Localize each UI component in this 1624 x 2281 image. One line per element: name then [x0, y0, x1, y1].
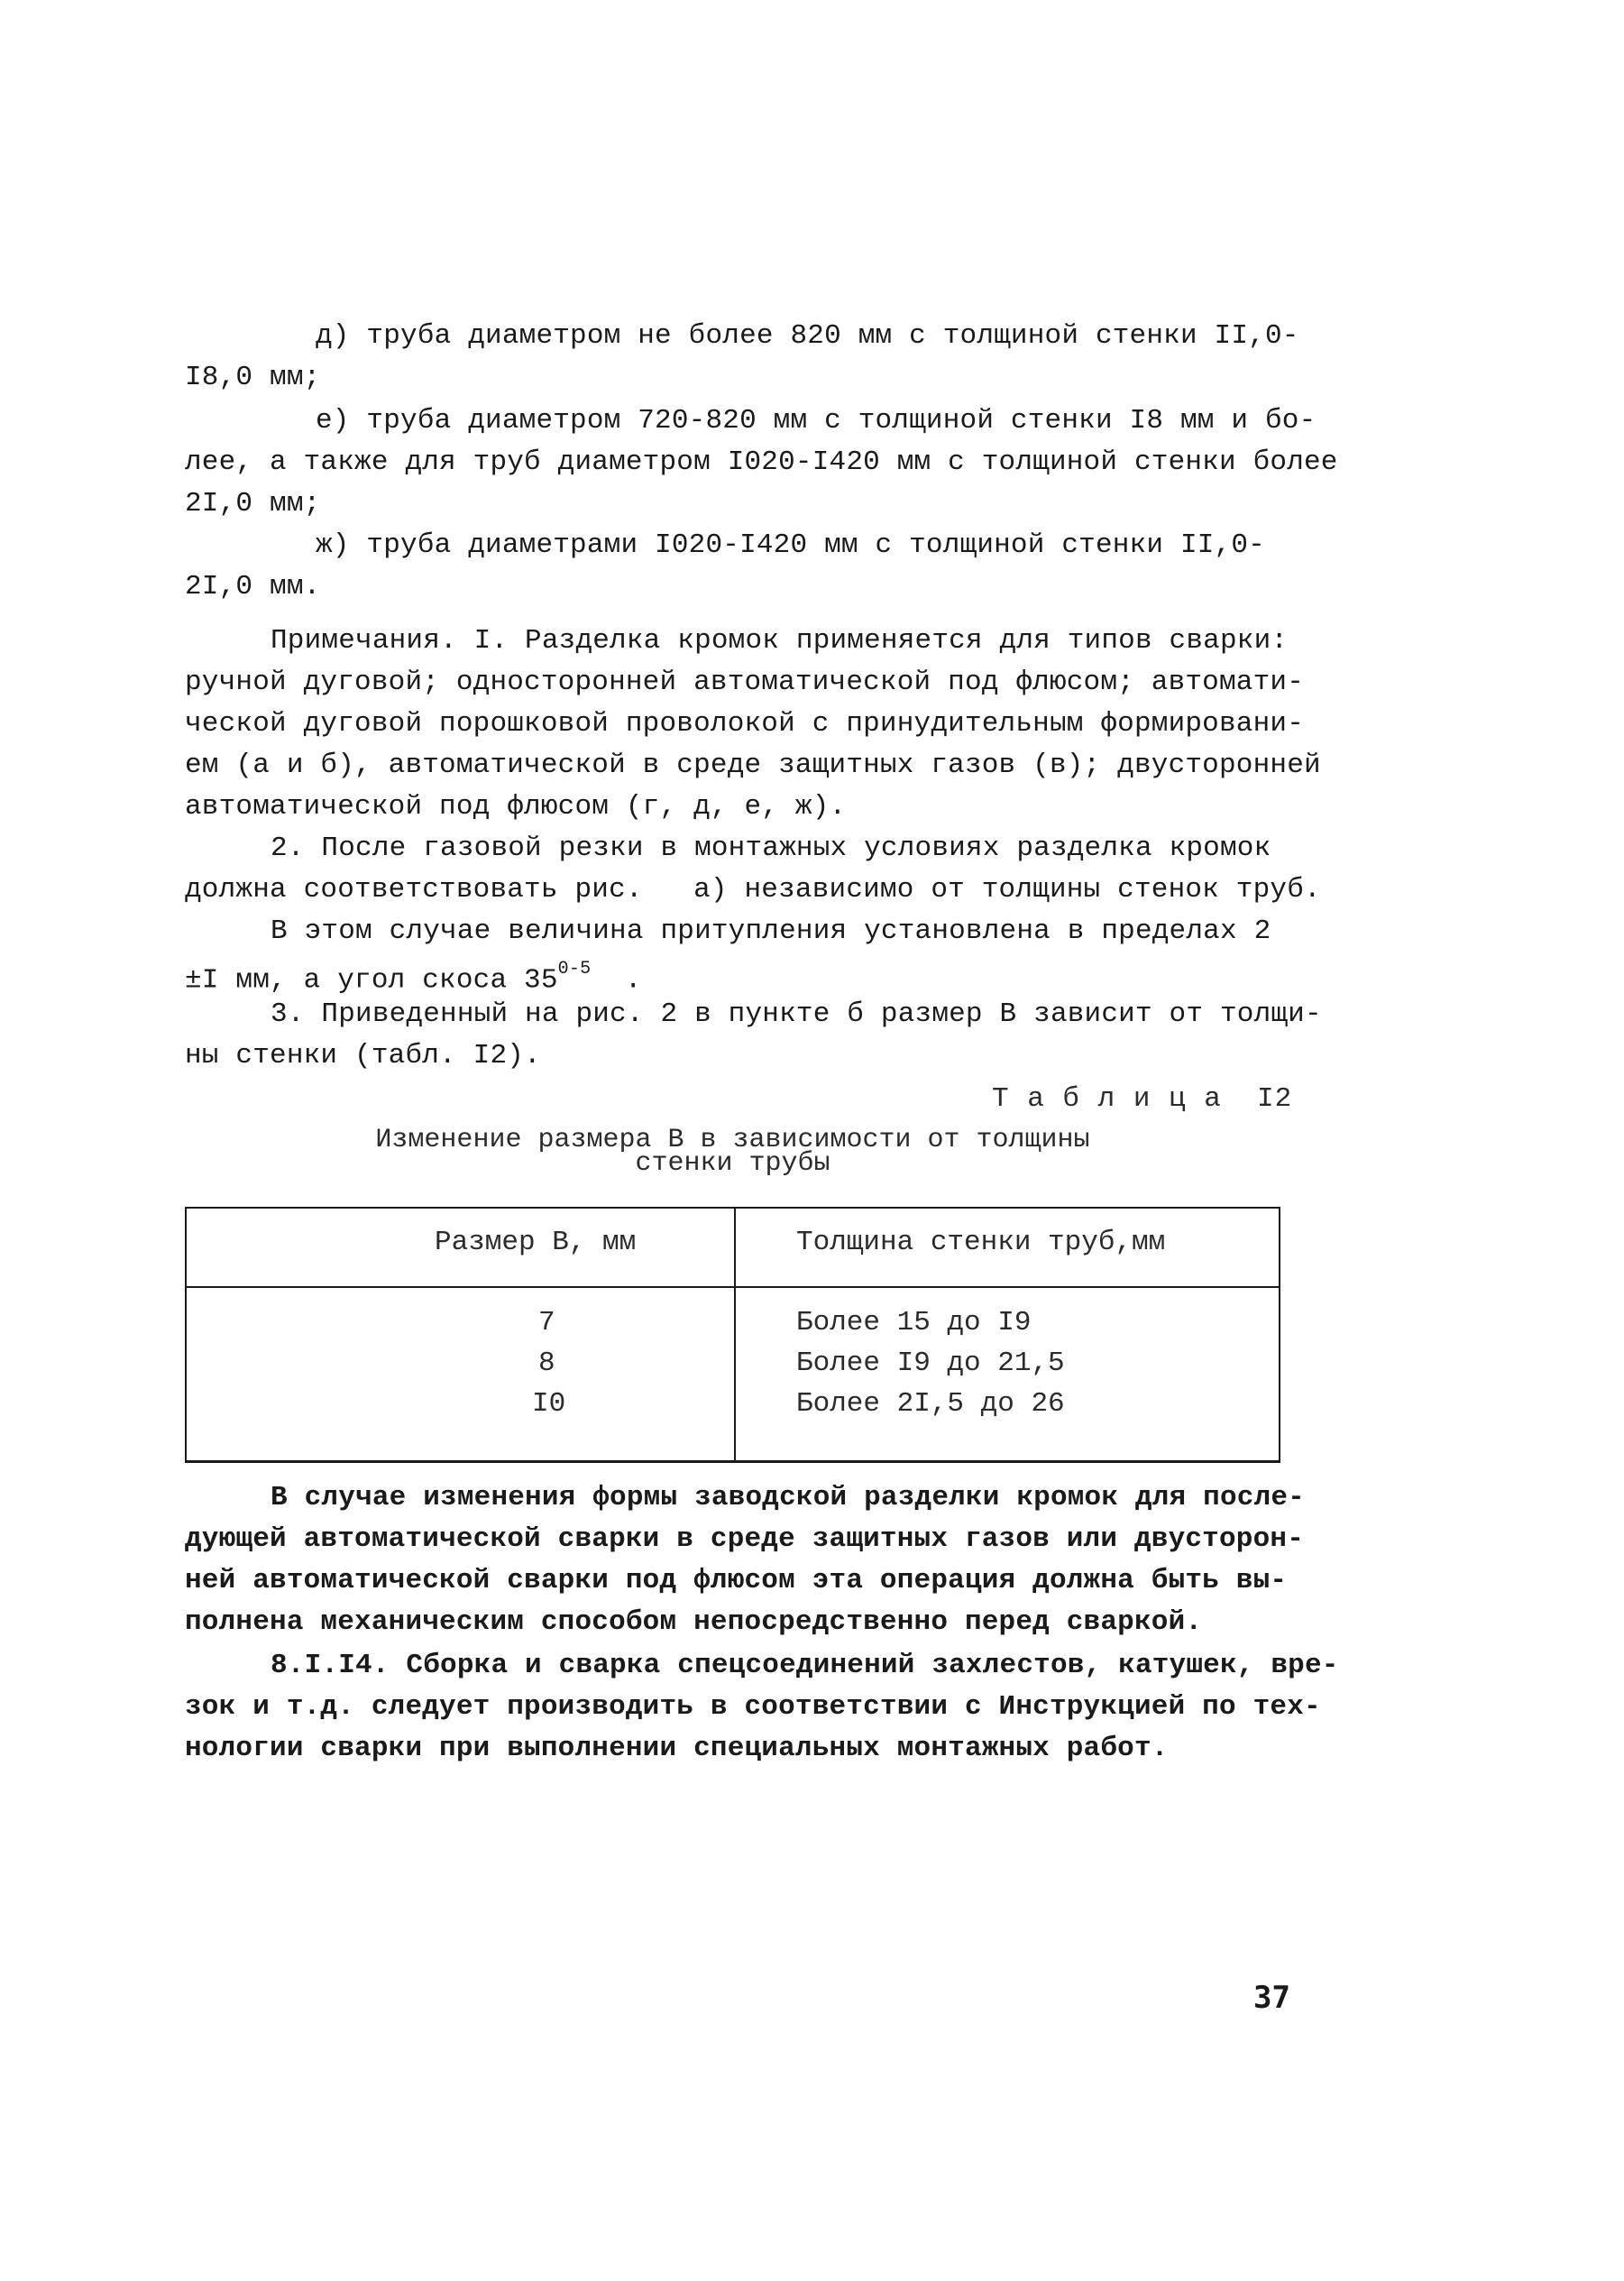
- note-1-line-4: ем (а и б), автоматической в среде защитных газов (в); двусторонней: [185, 750, 1321, 781]
- item-zh-line-1: ж) труба диаметрами I020-I420 мм с толщиной стенки II,0-: [316, 529, 1265, 561]
- table-column-divider: [734, 1209, 736, 1460]
- table-cell-size: 8: [538, 1347, 555, 1379]
- note-1-line-1: Примечания. I. Разделка кромок применяется для типов сварки:: [271, 625, 1289, 657]
- after-table-line-2: дующей автоматической сварки в среде защитных газов или двусторон-: [185, 1523, 1304, 1555]
- section-8-1-14-line-3: нологии сварки при выполнении специальных монтажных работ.: [185, 1733, 1169, 1764]
- table-caption-line-1: Изменение размера В в зависимости от толщины: [375, 1125, 1090, 1155]
- table-cell-thickness: Более I9 до 21,5: [796, 1347, 1065, 1379]
- note-2-line-3: В этом случае величина притупления установлена в пределах 2: [271, 915, 1271, 947]
- table-label: Т а б л и ц а I2: [992, 1083, 1293, 1115]
- note-2-line-4: [185, 954, 642, 999]
- section-8-1-14-line-2: зок и т.д. следует производить в соответствии с Инструкцией по тех-: [185, 1691, 1321, 1723]
- table-caption-line-2: стенки трубы: [635, 1148, 830, 1179]
- note-1-line-2: ручной дуговой; односторонней автоматической под флюсом; автомати-: [185, 667, 1304, 698]
- section-8-1-14-line-1: 8.I.I4. Сборка и сварка спецсоединений захлестов, катушек, вре-: [271, 1650, 1339, 1681]
- item-e-line-3: 2I,0 мм;: [185, 488, 321, 520]
- item-e-line-2: лее, а также для труб диаметром I020-I420 мм с толщиной стенки более: [185, 446, 1338, 478]
- after-table-line-3: ней автоматической сварки под флюсом эта операция должна быть вы-: [185, 1565, 1288, 1596]
- table-cell-thickness: Более 15 до I9: [796, 1307, 1032, 1338]
- table-cell-thickness: Более 2I,5 до 26: [796, 1388, 1065, 1420]
- after-table-line-4: полнена механическим способом непосредственно перед сваркой.: [185, 1606, 1203, 1638]
- table-header-divider: [187, 1286, 1279, 1288]
- table-cell-size: I0: [532, 1388, 566, 1420]
- note-1-line-5: автоматической под флюсом (г, д, е, ж).: [185, 791, 847, 823]
- table-header-size: Размер В, мм: [435, 1227, 637, 1258]
- item-d-line-1: д) труба диаметром не более 820 мм с толщиной стенки II,0-: [316, 320, 1299, 352]
- item-e-line-1: е) труба диаметром 720-820 мм с толщиной стенки I8 мм и бо-: [316, 405, 1317, 437]
- note-2-line-4-end: .: [591, 964, 642, 997]
- thickness-table: [185, 1207, 1280, 1463]
- after-table-line-1: В случае изменения формы заводской разделки кромок для после-: [271, 1482, 1305, 1513]
- note-3-line-2: ны стенки (табл. I2).: [185, 1040, 541, 1072]
- note-3-line-1: 3. Приведенный на рис. 2 в пункте б размер В зависит от толщи-: [271, 998, 1322, 1030]
- note-2-line-1: 2. После газовой резки в монтажных условиях разделка кромок: [271, 832, 1271, 864]
- note-2-line-4-text: ±I мм, а угол скоса 35: [185, 964, 558, 997]
- page-number: 37: [1253, 1980, 1290, 2016]
- item-zh-line-2: 2I,0 мм.: [185, 571, 321, 602]
- table-cell-size: 7: [538, 1307, 555, 1338]
- table-header-thickness: Толщина стенки труб,мм: [796, 1227, 1166, 1258]
- angle-tolerance-superscript: 0-5: [557, 959, 592, 980]
- item-d-line-2: I8,0 мм;: [185, 362, 321, 393]
- note-1-line-3: ческой дуговой порошковой проволокой с принудительным формировани-: [185, 708, 1304, 740]
- note-2-line-2: должна соответствовать рис. а) независимо от толщины стенок труб.: [185, 874, 1321, 906]
